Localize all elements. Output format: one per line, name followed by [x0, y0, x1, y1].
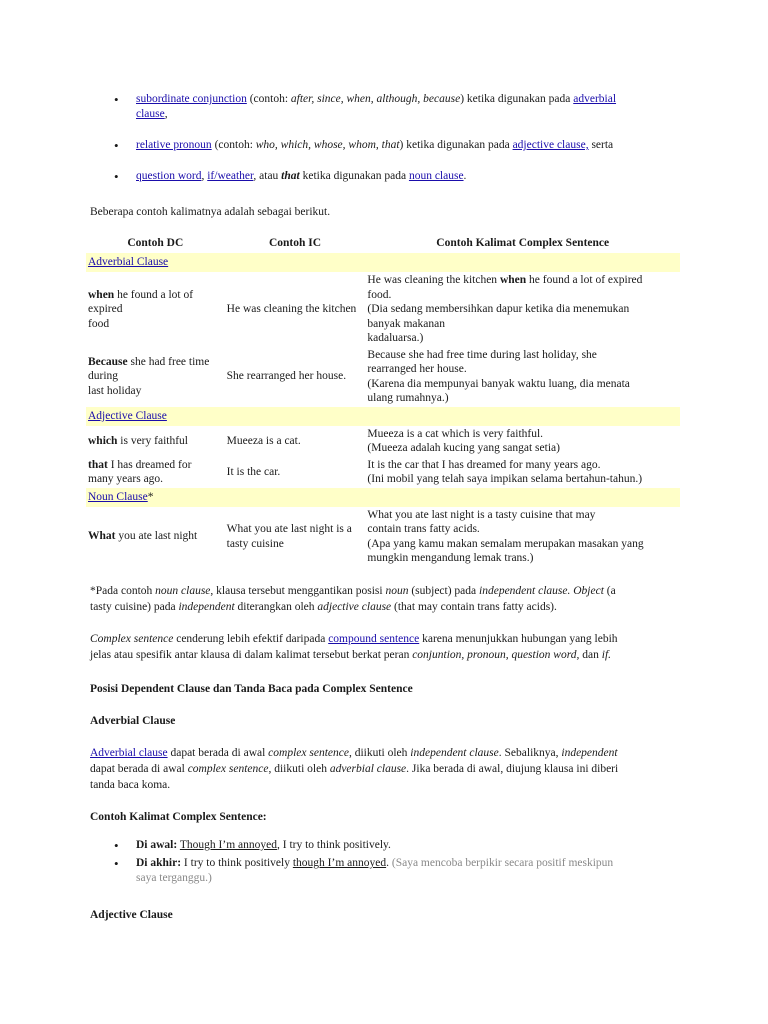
link-question-word[interactable]: question word: [136, 170, 202, 182]
cell-example: What you ate last night is a tasty cuisine that may contain trans fatty acids. (Apa yang kamu makan semalam merupakan masakan yang mungkin mengandung lemak trans.): [367, 508, 644, 564]
table-row: [86, 347, 680, 407]
list-item: • Di awal: Though I’m annoyed, I try to think positively.: [114, 838, 391, 853]
cell-example: Because she had free time during last holiday, she rearranged her house. (Karena dia mempunyai banyak waktu luang, dia menata ulang rumahnya.): [367, 348, 630, 404]
example-list: [110, 838, 670, 889]
section-row-adjective: [86, 407, 680, 426]
heading-contoh-kalimat: Contoh Kalimat Complex Sentence:: [90, 811, 267, 823]
list-item: • question word, if/weather, atau that ketika digunakan pada noun clause.: [114, 169, 467, 184]
link-subordinate-conjunction[interactable]: subordinate conjunction: [136, 93, 247, 105]
cell-example: It is the car that I has dreamed for many years ago. (Ini mobil yang telah saya impikan selama bertahun-tahun.): [367, 458, 643, 485]
link-adverbial-clause-section[interactable]: Adverbial Clause: [88, 256, 169, 269]
list-item: • Di akhir: I try to think positively though I’m annoyed. (Saya mencoba berpikir secara positif meskipun saya terganggu.): [114, 856, 614, 884]
link-relative-pronoun[interactable]: relative pronoun: [136, 139, 212, 151]
link-noun-clause-section[interactable]: Noun Clause: [88, 490, 148, 503]
adverbial-paragraph: Adverbial clause dapat berada di awal complex sentence, diikuti oleh independent clause. Sebaliknya, independent dapat berada di awal complex sentence, diikuti oleh adverbial clause. Jika berada di awal, diujung klausa ini diberi tanda baca koma.: [90, 747, 619, 791]
table-row: [86, 272, 680, 347]
bullet-icon: •: [114, 169, 119, 184]
bullet-list: [110, 92, 670, 200]
link-adjective-clause[interactable]: adjective clause,: [512, 139, 589, 151]
cell-ic: He was cleaning the kitchen: [226, 303, 357, 315]
heading-adjective-clause: Adjective Clause: [90, 909, 173, 921]
table-row: [86, 507, 680, 567]
cell-ic: It is the car.: [226, 465, 281, 478]
table-row: [86, 426, 680, 457]
cell-ic: Mueeza is a cat.: [226, 434, 301, 447]
complex-sentence-table: [86, 233, 680, 567]
link-adverbial-clause-cont[interactable]: clause: [136, 108, 165, 120]
complex-sentence-paragraph: Complex sentence cenderung lebih efektif daripada compound sentence karena menunjukkan hubungan yang lebih jelas atau spesifik antar klausa di dalam kalimat tersebut berkat peran conjuntion, pronoun, question word, dan if.: [90, 633, 618, 661]
section-row-adverbial: [86, 253, 680, 272]
cell-dc: which is very faithful: [88, 434, 188, 447]
link-adverbial-clause[interactable]: adverbial: [573, 93, 617, 105]
cell-dc: What you ate last night: [88, 530, 198, 543]
header-contoh-dc: Contoh DC: [127, 236, 184, 249]
link-if-weather[interactable]: if/weather: [207, 170, 254, 182]
link-adjective-clause-section[interactable]: Adjective Clause: [88, 409, 167, 422]
table-row: [86, 457, 680, 488]
section-row-noun: Noun Clause*: [86, 488, 680, 507]
cell-dc: that I has dreamed for many years ago.: [88, 458, 192, 485]
cell-example: Mueeza is a cat which is very faithful. (Mueeza adalah kucing yang sangat setia): [367, 427, 560, 454]
note-paragraph: *Pada contoh noun clause, klausa tersebut menggantikan posisi noun (subject) pada independent clause. Object (a tasty cuisine) pada independent diterangkan oleh adjective clause (that may contain trans fatty acids).: [90, 585, 616, 613]
header-contoh-ic: Contoh IC: [268, 236, 322, 249]
bullet-icon: •: [114, 838, 119, 853]
bullet-icon: •: [114, 92, 119, 107]
link-compound-sentence[interactable]: compound sentence: [328, 633, 420, 645]
bullet-icon: •: [114, 138, 119, 153]
cell-ic: What you ate last night is a tasty cuisine: [226, 523, 352, 550]
link-noun-clause[interactable]: noun clause: [408, 170, 464, 182]
table-header-row: [86, 233, 680, 253]
link-adverbial-clause-text[interactable]: Adverbial clause: [90, 747, 168, 759]
cell-ic: She rearranged her house.: [226, 370, 347, 383]
cell-dc: Because she had free time during last holiday: [88, 355, 210, 397]
bullet-icon: •: [114, 856, 119, 871]
list-item: • subordinate conjunction (contoh: after, since, when, although, because) ketika digunakan pada adverbial clause,: [114, 92, 617, 120]
header-contoh-kalimat: Contoh Kalimat Complex Sentence: [436, 236, 610, 249]
list-item: • relative pronoun (contoh: who, which, whose, whom, that) ketika digunakan pada adjective clause, serta: [114, 138, 614, 153]
intro-text: Beberapa contoh kalimatnya adalah sebagai berikut.: [90, 206, 331, 218]
heading-adverbial-clause: Adverbial Clause: [90, 715, 176, 727]
heading-posisi: Posisi Dependent Clause dan Tanda Baca pada Complex Sentence: [90, 683, 413, 695]
cell-example: He was cleaning the kitchen when he found a lot of expired food. (Dia sedang membersihkan dapur ketika dia menemukan banyak makanan kadaluarsa.): [367, 274, 643, 344]
cell-dc: when he found a lot of expired food: [88, 288, 194, 330]
